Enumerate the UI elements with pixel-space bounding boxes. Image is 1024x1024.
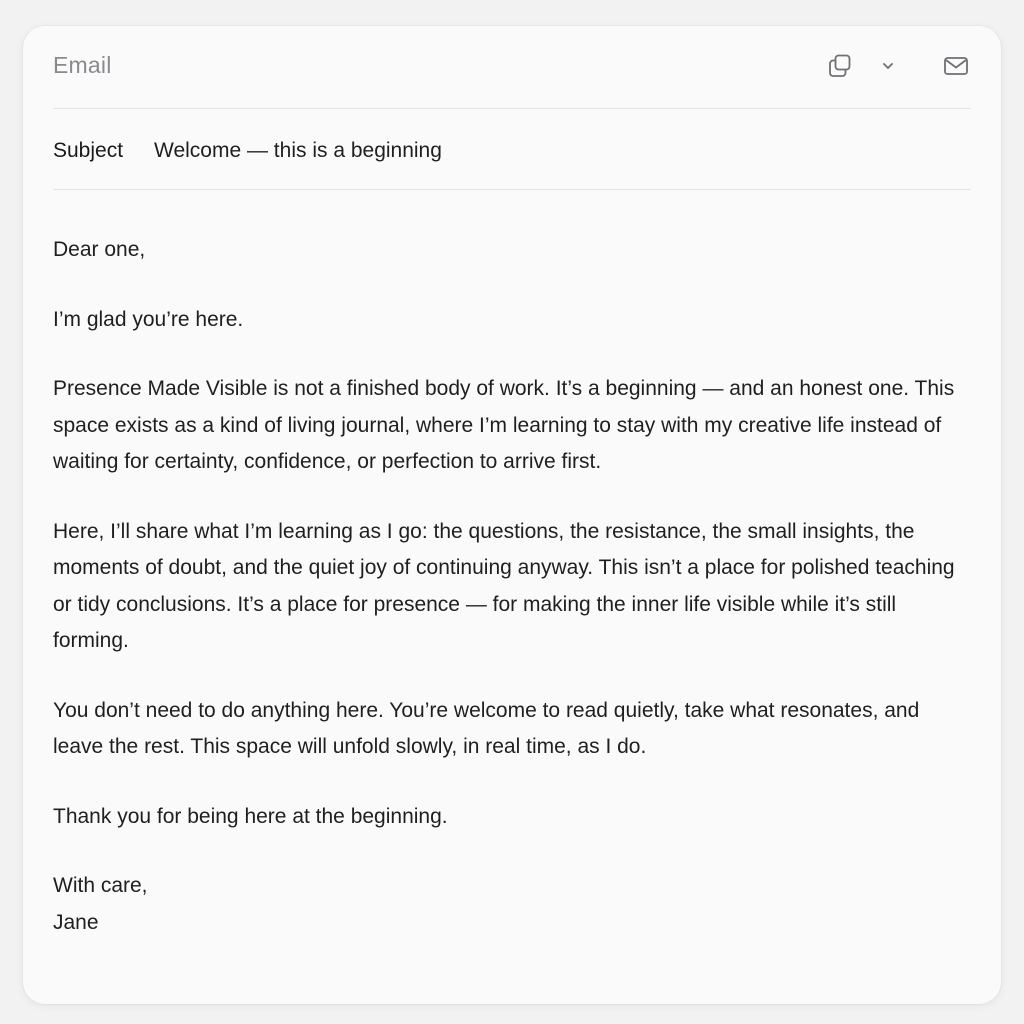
body-paragraph: You don’t need to do anything here. You’re welcome to read quietly, take what resonates, and leave the rest. This space will unfold slowly, in real time, as I do.: [53, 698, 920, 758]
body-paragraph: I’m glad you’re here.: [53, 307, 244, 331]
body-paragraph: Here, I’ll share what I’m learning as I go: the questions, the resistance, the small insights, the moments of doubt, and the quiet joy of continuing anyway. This isn’t a place for polished teaching or tidy conclusions. It’s a place for presence — for making the inner life visible while it’s still forming.: [53, 519, 955, 652]
body-paragraph: Presence Made Visible is not a finished body of work. It’s a beginning — and an honest one. This space exists as a kind of living journal, where I’m learning to stay with my creative life instead of waiting for certainty, confidence, or perfection to arrive first.: [53, 377, 955, 473]
email-header: [53, 26, 971, 109]
subject-value[interactable]: Welcome — this is a beginning: [154, 139, 442, 162]
signoff: With care,: [53, 874, 148, 897]
copy-button[interactable]: [825, 50, 855, 82]
signature: Jane: [53, 910, 99, 934]
copy-icon: [827, 53, 853, 79]
mail-icon: [943, 55, 969, 77]
subject-label: Subject: [53, 139, 124, 162]
chevron-down-icon: [881, 59, 895, 73]
body-paragraph: Thank you for being here at the beginning.: [53, 804, 448, 828]
header-title: Email: [53, 52, 112, 78]
email-card: [23, 26, 1001, 1004]
more-options-button[interactable]: [877, 50, 899, 82]
header-toolbar: [825, 50, 971, 82]
subject-row: [53, 109, 971, 190]
greeting: Dear one,: [53, 238, 146, 261]
email-body[interactable]: [53, 232, 975, 941]
mail-button[interactable]: [941, 50, 971, 82]
